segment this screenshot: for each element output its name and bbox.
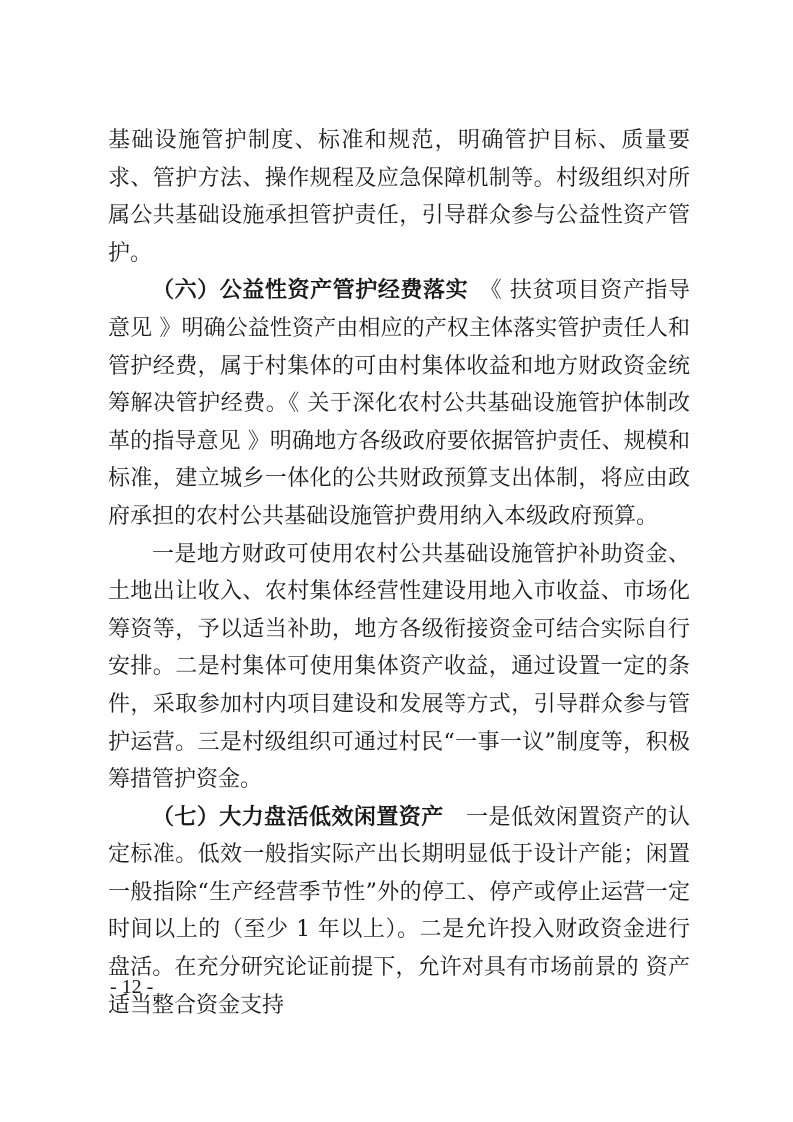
paragraph-2-text: 《 扶贫项目资产指导意见 》明确公益性资产由相应的产权主体落实管护责任人和管护经费，属于村集体的可由村集体收益和地方财政资金统筹解决管护经费。《 关于深化农村公共基础设施管护体制改革的指导意见 》明确地方各级政府要依据管护责任、规模和标准，建立城乡一体化的公共财政预算支出体制，将应由政府承担的农村公共基础设施管护费用纳入本级政府预算。 [108, 278, 690, 529]
paragraph-4 [108, 799, 690, 1025]
paragraph-3-text: 一是地方财政可使用农村公共基础设施管护补助资金、土地出让收入、农村集体经营性建设用地入市收益、市场化筹资等，予以适当补助，地方各级衔接资金可结合实际自行安排。二是村集体可使用集体资产收益，通过设置一定的条件，采取参加村内项目建设和发展等方式，引导群众参与管护运营。三是村级组织可通过村民“一事一议”制度等，积极筹措管护资金。 [108, 541, 690, 793]
paragraph-2 [108, 272, 690, 535]
document-body [108, 122, 690, 1024]
paragraph-4-text: 一是低效闲置资产的认定标准。低效一般指实际产出长期明显低于设计产能；闲置一般指除“生产经营季节性”外的停工、停产或停止运营一定时间以上的（至少 1 年以上）。二是允许投入财政资金进行盘活。在充分研究论证前提下，允许对具有市场前景的 资产适当整合资金支持 [108, 804, 690, 1018]
section-heading-6: （六）公益性资产管护经费落实 [152, 278, 469, 304]
section-heading-7: （七）大力盘活低效闲置资产 [152, 804, 444, 830]
page-number: - 12 - [110, 976, 154, 998]
paragraph-1-text: 基础设施管护制度、标准和规范，明确管护目标、质量要求、管护方法、操作规程及应急保障机制等。村级组织对所属公共基础设施承担管护责任，引导群众参与公益性资产管护。 [108, 128, 690, 266]
paragraph-1 [108, 122, 690, 272]
paragraph-3 [108, 536, 690, 799]
